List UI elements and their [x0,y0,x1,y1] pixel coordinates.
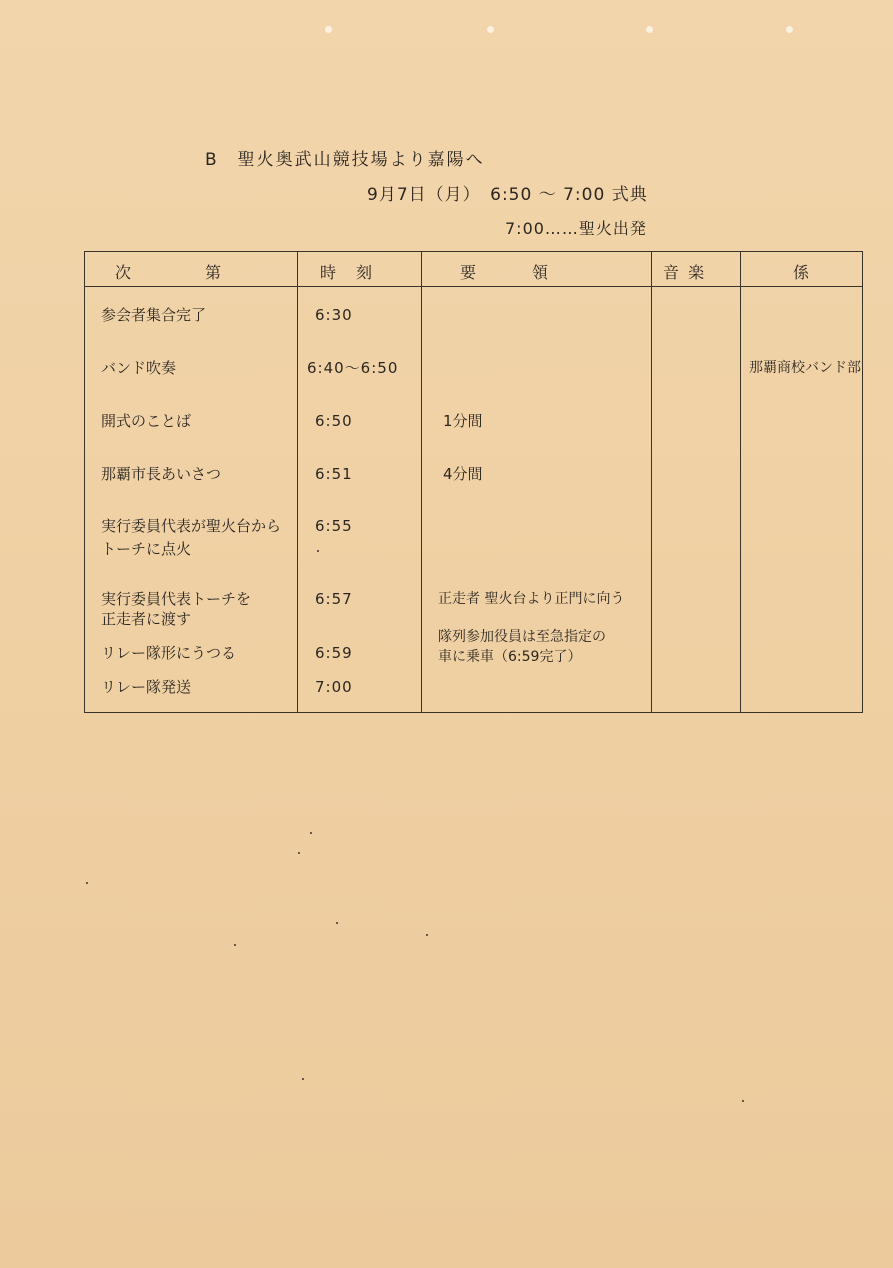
column-header-music: 音 楽 [663,263,707,282]
punch-hole [487,26,494,33]
procedure-cell: 4分間 [443,465,483,483]
procedure-cell-continued: 車に乗車（6:59完了） [438,649,582,665]
procedure-cell: 1分間 [443,412,483,430]
step-cell: 参会者集合完了 [101,306,207,324]
staff-cell: 那覇商校バンド部 [749,360,861,376]
paper-speck [86,882,88,884]
paper-speck [298,852,300,854]
paper-speck [234,944,236,946]
time-cell: 6:30 [315,306,353,324]
departure-time: 7:00……聖火出発 [505,219,647,238]
column-divider [740,252,741,712]
column-divider [421,252,422,712]
paper-speck [336,922,338,924]
punch-hole [786,26,793,33]
time-cell: 6:51 [315,465,353,483]
punch-hole [325,26,332,33]
column-header-step: 次 第 [115,263,224,282]
step-cell: リレー隊発送 [101,678,192,696]
procedure-cell: 隊列参加役員は至急指定の [438,629,606,645]
paper-speck [310,832,312,834]
step-cell: 実行委員代表が聖火台から [101,517,282,535]
step-cell: リレー隊形にうつる [101,644,237,662]
column-divider [297,252,298,712]
event-date: 9月7日（月） 6:50 〜 7:00 式典 [367,185,648,205]
procedure-cell: 正走者 聖火台より正門に向う [438,591,625,607]
time-cell: 6:50 [315,412,353,430]
step-cell: 実行委員代表トーチを [101,590,252,608]
column-header-time: 時 刻 [320,263,375,282]
column-header-procedure: 要 領 [460,263,551,282]
column-divider [651,252,652,712]
paper-speck [426,934,428,936]
step-cell-continued: トーチに点火 [101,540,192,558]
punch-hole [646,26,653,33]
time-cell: 6:57 [315,590,353,608]
schedule-table [84,251,863,713]
step-cell-continued: 正走者に渡す [101,610,192,628]
step-cell: 開式のことば [101,412,192,430]
document-title: B 聖火奥武山競技場より嘉陽へ [205,150,485,170]
paper-speck [302,1078,304,1080]
time-cell: 7:00 [315,678,353,696]
time-cell: 6:59 [315,644,353,662]
ink-dot [317,550,319,552]
step-cell: バンド吹奏 [101,359,177,377]
step-cell: 那覇市長あいさつ [101,465,222,483]
paper-speck [742,1100,744,1102]
column-header-staff: 係 [793,263,812,282]
time-cell: 6:55 [315,517,353,535]
time-cell: 6:40〜6:50 [307,359,399,377]
header-divider [85,286,862,287]
